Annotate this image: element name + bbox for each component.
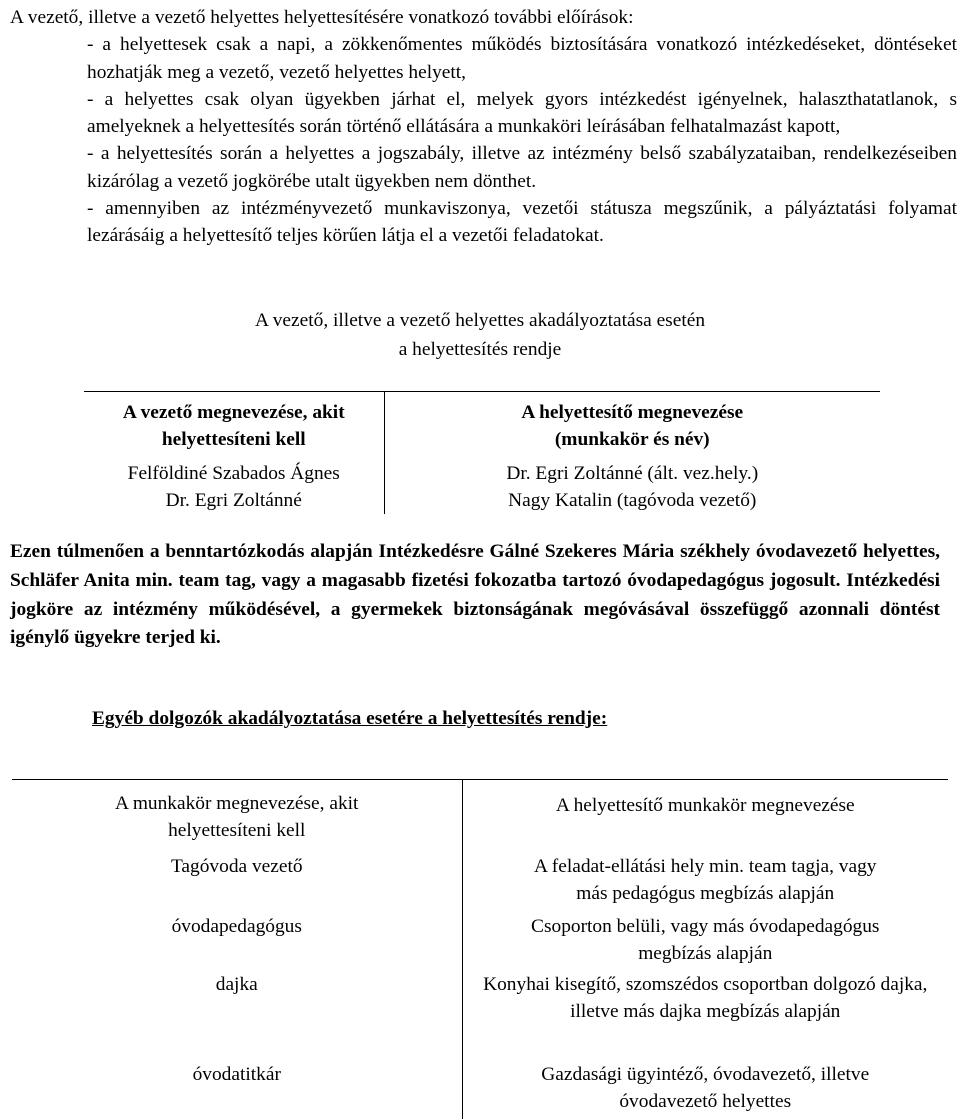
- table-cell: Dr. Egri Zoltánné: [84, 487, 384, 514]
- table-cell: Dr. Egri Zoltánné (ált. vez.hely.): [506, 463, 759, 484]
- staff-substitution-table: [12, 779, 948, 1119]
- intro-item: - amennyiben az intézményvezető munkaviszonya, vezetői státusza megszűnik, a pályáztatási folyamat lezárásáig a helyettesítő teljes körűen látja el a vezetői feladatokat.: [87, 198, 957, 247]
- table-cell: dajka: [12, 971, 462, 1061]
- intro-item: - a helyettesek csak a napi, a zökkenőmentes működés biztosítására vonatkozó intézkedéseket, döntéseket hozhatják meg a vezető, vezető helyettes helyett,: [87, 34, 957, 83]
- table-cell: A feladat-ellátási hely min. team tagja, vagy más pedagógus megbízás alapján: [534, 856, 877, 904]
- intro-item: - a helyettesítés során a helyettes a jogszabály, illetve az intézmény belső szabályzataiban, rendelkezéseiben kizárólag a vezető jogkörébe utalt ügyekben nem dönthet.: [87, 143, 957, 192]
- table-header-cell: A helyettesítő munkakör megnevezése: [462, 780, 948, 854]
- table-cell: Tagóvoda vezető: [12, 853, 462, 913]
- intro-section: [10, 4, 957, 250]
- table-cell: Konyhai kisegítő, szomszédos csoportban dolgozó dajka, illetve más dajka megbízás alapján: [483, 974, 928, 1022]
- table-row: [12, 1061, 948, 1119]
- table-row: [12, 913, 948, 971]
- table-header-cell: A helyettesítő megnevezése (munkakör és név): [384, 392, 880, 461]
- bold-paragraph: Ezen túlmenően a benntartózkodás alapján Intézkedésre Gálné Szekeres Mária székhely óvodavezető helyettes, Schläfer Anita min. team tag, vagy a magasabb fizetési fokozatba tartozó óvodapedagógus jogosult. Intézkedési jogköre az intézmény működésével, a gyermekek biztonságának megóvásával összefüggő azonnali döntést igénylő ügyekre terjed ki.: [10, 541, 940, 649]
- table-header-row: [84, 392, 880, 461]
- table-cell: Csoporton belüli, vagy más óvodapedagógus megbízás alapján: [531, 916, 880, 964]
- table-cell: óvodatitkár: [12, 1061, 462, 1119]
- table-header-cell: A vezető megnevezése, akit helyettesíteni kell: [84, 392, 384, 461]
- table-cell: Gazdasági ügyintéző, óvodavezető, illetve óvodavezető helyettes: [541, 1064, 870, 1112]
- table-header-row: [12, 780, 948, 854]
- table-header-cell: A munkakör megnevezése, akit helyettesíteni kell: [12, 780, 462, 854]
- intro-item: - a helyettes csak olyan ügyekben járhat el, melyek gyors intézkedést igényelnek, halaszthatatlanok, s amelyeknek a helyettesítés során történő ellátására a munkaköri leírásában felhatalmazást kapott,: [87, 88, 957, 138]
- section2-heading: Egyéb dolgozók akadályoztatása esetére a helyettesítés rendje:: [92, 708, 608, 729]
- table-row: [12, 971, 948, 1061]
- table-row: [84, 460, 880, 487]
- table-row: [12, 853, 948, 913]
- leader-substitution-table: [84, 391, 880, 514]
- table-row: [84, 487, 880, 514]
- intro-heading: A vezető, illetve a vezető helyettes helyettesítésére vonatkozó további előírások:: [10, 7, 634, 28]
- section1-title: [0, 306, 960, 364]
- table-cell: óvodapedagógus: [12, 913, 462, 971]
- section1-title-line2: a helyettesítés rendje: [398, 339, 562, 360]
- table-cell: Felföldiné Szabados Ágnes: [84, 460, 384, 487]
- table-cell: Nagy Katalin (tagóvoda vezető): [508, 490, 757, 511]
- section1-title-line1: A vezető, illetve a vezető helyettes akadályoztatása esetén: [254, 310, 706, 331]
